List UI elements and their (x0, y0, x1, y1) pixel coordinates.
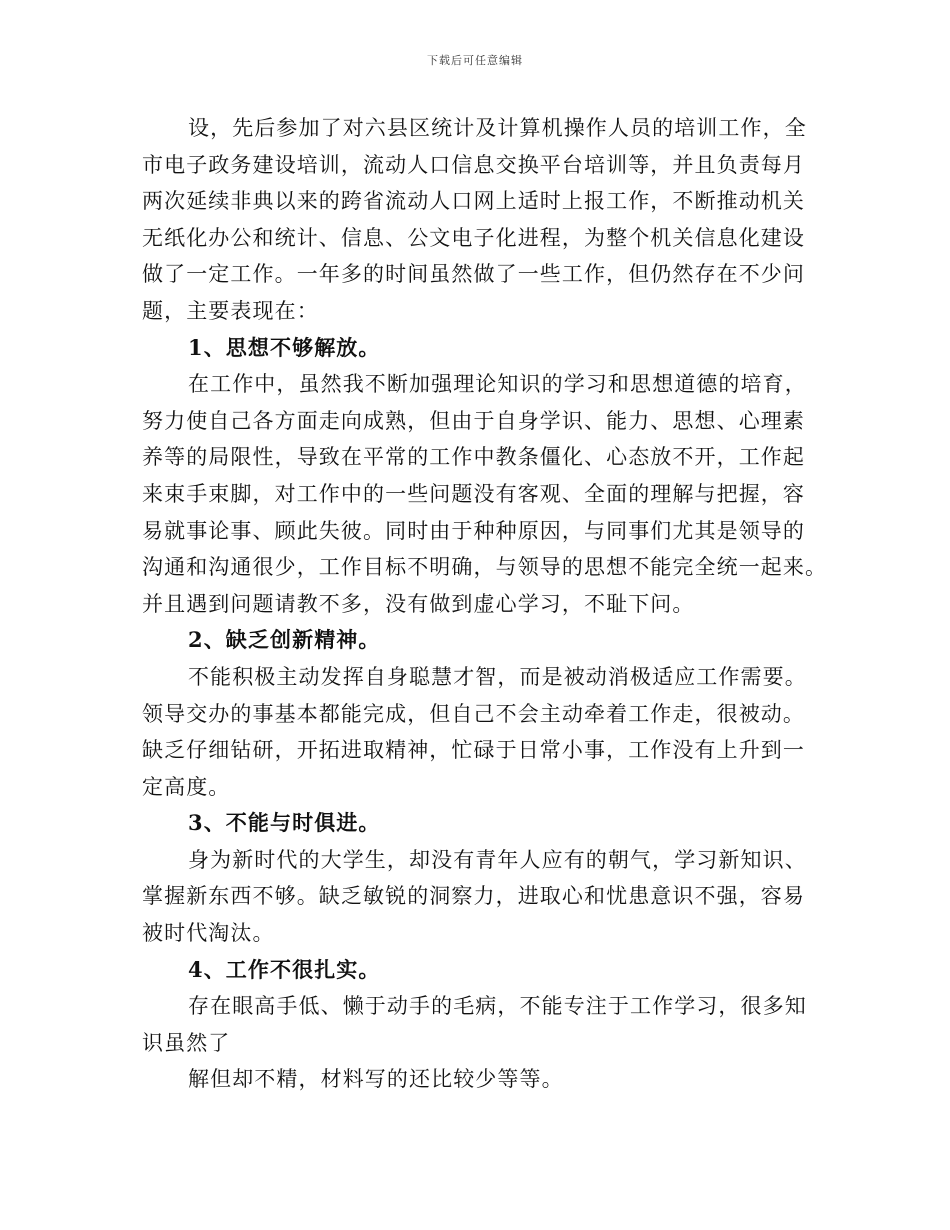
text-line: 不能积极主动发挥自身聪慧才智，而是被动消极适应工作需要。 (188, 664, 807, 689)
text-line: 设，先后参加了对六县区统计及计算机操作人员的培训工作，全 (188, 116, 807, 140)
text-line: 存在眼高手低、懒于动手的毛病，不能专注于工作学习，很多知 (188, 994, 807, 1019)
text-line: 易就事论事、顾此失彼。同时由于种种原因，与同事们尤其是领导的 (142, 518, 805, 543)
section-heading: 3、不能与时俱进。 (188, 810, 381, 836)
document-body (142, 110, 828, 1098)
text-line: 定高度。 (142, 774, 231, 799)
text-line: 缺乏仔细钻研，开拓进取精神，忙碌于日常小事，工作没有上升到一 (142, 738, 805, 763)
text-line: 识虽然了 (142, 1030, 231, 1055)
text-line: 解但却不精，材料写的还比较少等等。 (188, 1067, 564, 1092)
section-heading: 4、工作不很扎实。 (188, 956, 381, 982)
text-line: 两次延续非典以来的跨省流动人口网上适时上报工作，不断推动机关 (142, 189, 805, 214)
text-line: 身为新时代的大学生，却没有青年人应有的朝气，学习新知识、 (188, 847, 807, 872)
text-line: 被时代淘汰。 (142, 921, 275, 946)
text-line: 无纸化办公和统计、信息、公文电子化进程，为整个机关信息化建设 (142, 225, 805, 250)
text-line: 市电子政务建设培训，流动人口信息交换平台培训等，并且负责每月 (142, 152, 805, 177)
text-line: 养等的局限性，导致在平常的工作中教条僵化、心态放不开，工作起 (142, 445, 805, 470)
section-heading: 1、思想不够解放。 (188, 334, 381, 360)
text-line: 在工作中，虽然我不断加强理论知识的学习和思想道德的培育， (188, 372, 807, 397)
page-header: 下载后可任意编辑 (427, 54, 523, 67)
text-line: 做了一定工作。一年多的时间虽然做了一些工作，但仍然存在不少问 (142, 262, 805, 287)
text-line: 来束手束脚，对工作中的一些问题没有客观、全面的理解与把握，容 (142, 481, 805, 506)
text-line: 并且遇到问题请教不多，没有做到虚心学习，不耻下问。 (142, 591, 695, 616)
text-line: 掌握新东西不够。缺乏敏锐的洞察力，进取心和忧患意识不强，容易 (142, 884, 805, 909)
text-line: 题，主要表现在： (142, 298, 319, 323)
section-heading: 2、缺乏创新精神。 (188, 627, 381, 653)
text-line: 沟通和沟通很少，工作目标不明确，与领导的思想不能完全统一起来。 (142, 555, 828, 580)
text-line: 努力使自己各方面走向成熟，但由于自身学识、能力、思想、心理素 (142, 408, 805, 433)
text-line: 领导交办的事基本都能完成，但自己不会主动牵着工作走，很被动。 (142, 701, 805, 726)
